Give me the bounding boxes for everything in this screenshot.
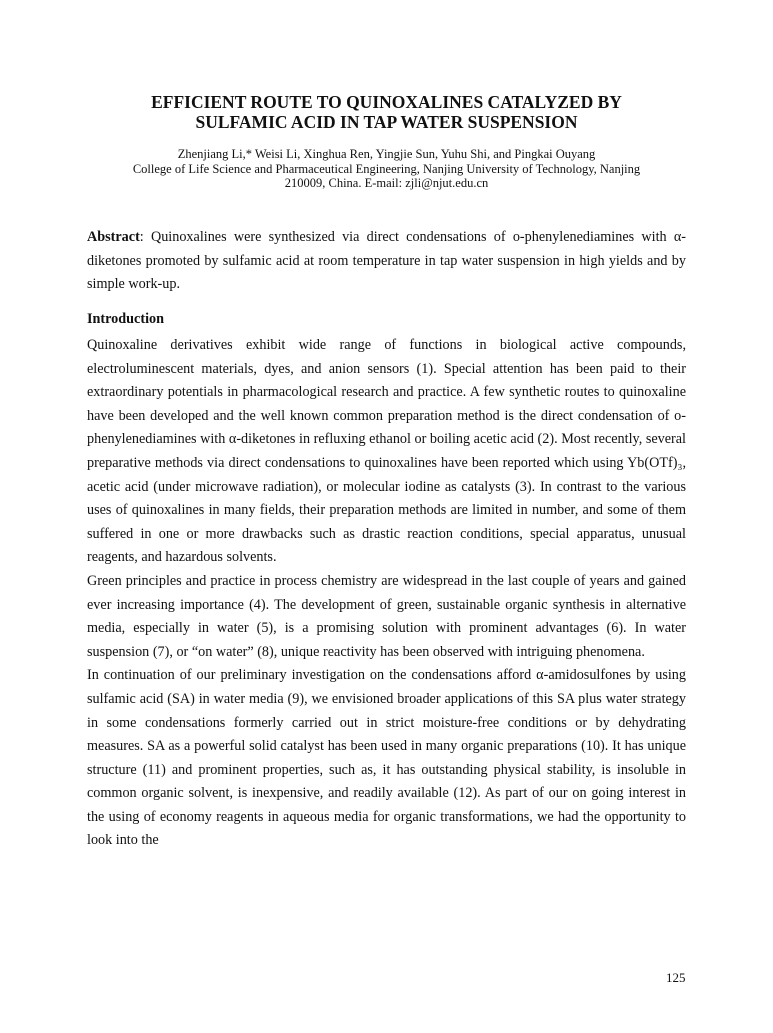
title-line-1: EFFICIENT ROUTE TO QUINOXALINES CATALYZED BY: [151, 92, 622, 112]
author-block: [70, 147, 703, 191]
page-number: 125: [666, 970, 686, 985]
abstract-label: Abstract: [87, 229, 140, 245]
title-line-2: SULFAMIC ACID IN TAP WATER SUSPENSION: [195, 112, 578, 132]
paper-title: [86, 92, 687, 132]
introduction-heading: Introduction: [87, 311, 164, 327]
author-names: Zhenjiang Li,* Weisi Li, Xinghua Ren, Yingjie Sun, Yuhu Shi, and Pingkai Ouyang: [177, 147, 596, 161]
affiliation-line-2: 210009, China. E-mail: zjli@njut.edu.cn: [284, 176, 489, 190]
intro-paragraph-1: Quinoxaline derivatives exhibit wide range of functions in biological active compounds, electroluminescent materials, dyes, and anion sensors (1). Special attention has been paid to their extraordinary potentials in pharmacological research and practice. A few synthetic routes to quinoxaline have been developed and the well known common preparation method is the direct condensation of o-phenylenediamines with α-diketones in refluxing ethanol or boiling acetic acid (2). Most recently, several preparative methods via direct condensations to quinoxalines have been reported which using Yb(OTf)₃, acetic acid (under microwave radiation), or molecular iodine as catalysts (3). In contrast to the various uses of quinoxalines in many fields, their preparation methods are limited in number, and some of them suffered in one or more drawbacks such as drastic reaction conditions, special apparatus, unusual reagents, and hazardous solvents.: [87, 337, 686, 566]
intro-paragraph-3: In continuation of our preliminary investigation on the condensations afford α-amidosulfones by using sulfamic acid (SA) in water media (9), we envisioned broader applications of this SA plus water strategy in some condensations formerly carried out in strict moisture-free conditions or by dehydrating measures. SA as a powerful solid catalyst has been used in many organic preparations (10). It has unique structure (11) and prominent properties, such as, it has outstanding physical stability, is insoluble in common organic solvent, is inexpensive, and readily available (12). As part of our on going interest in the using of economy reagents in aqueous media for organic transformations, we had the opportunity to look into the: [87, 667, 686, 849]
intro-paragraph-2: Green principles and practice in process chemistry are widespread in the last couple of years and gained ever increasing importance (4). The development of green, sustainable organic synthesis in alternative media, especially in water (5), is a promising solution with prominent advantages (6). In water suspension (7), or “on water” (8), unique reactivity has been observed with intriguing phenomena.: [87, 572, 686, 660]
introduction-body: [87, 334, 686, 853]
abstract: [87, 226, 686, 297]
abstract-text: : Quinoxalines were synthesized via direct condensations of o-phenylenediamines with α-diketones promoted by sulfamic acid at room temperature in tap water suspension in high yields and by simple work-up.: [87, 229, 686, 293]
affiliation-line-1: College of Life Science and Pharmaceutical Engineering, Nanjing University of Technology, Nanjing: [132, 161, 641, 176]
